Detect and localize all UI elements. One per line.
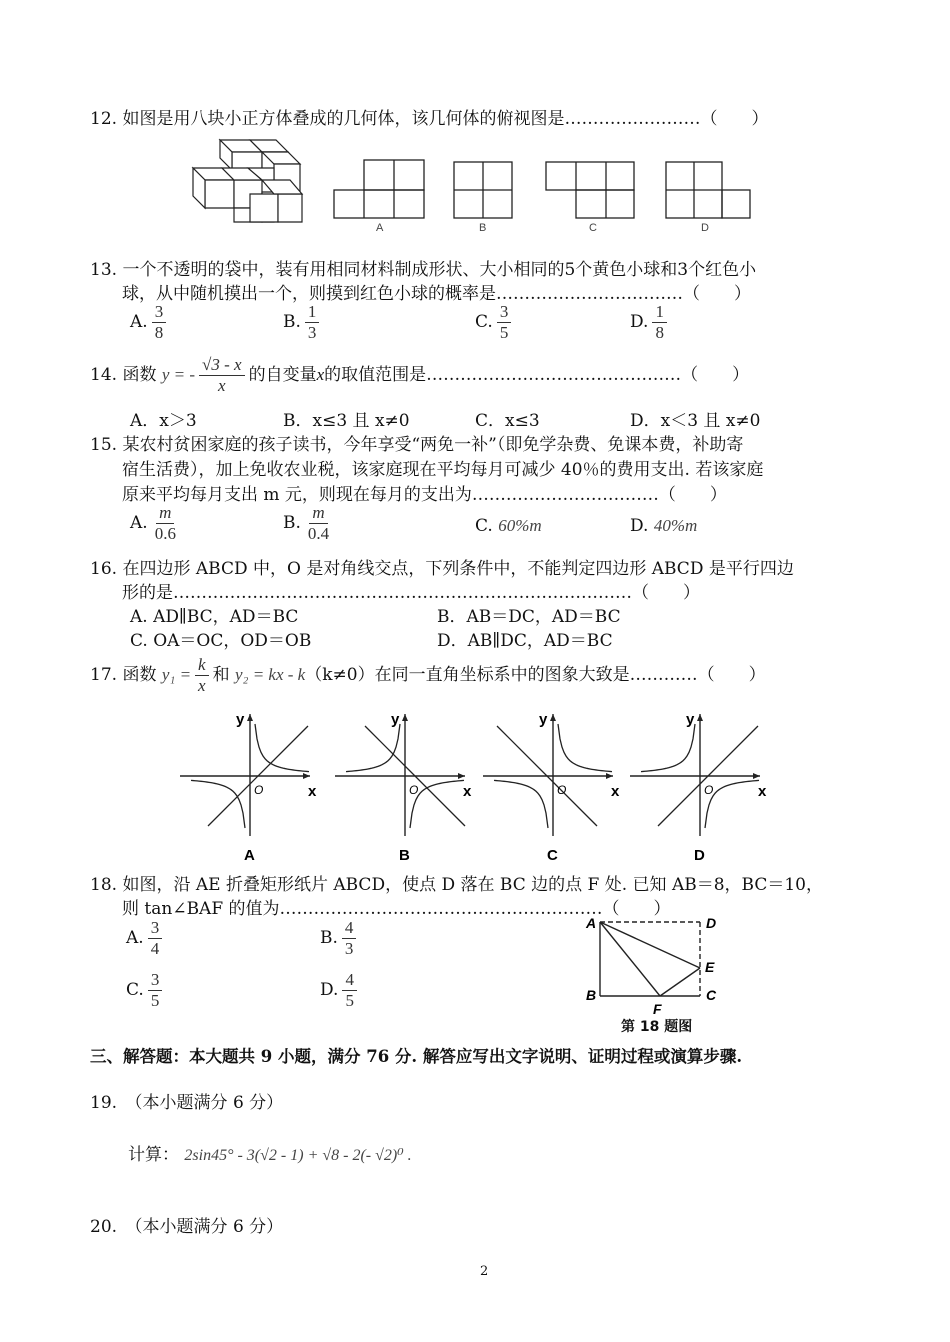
point-a-label: A: [586, 915, 597, 931]
graph-option-label: C: [547, 847, 558, 864]
q16-line1: 在四边形 ABCD 中，O 是对角线交点，下列条件中，不能判定四边形 ABCD 是平行四边: [122, 559, 794, 579]
q16-option-b[interactable]: B．AB＝DC，AD＝BC: [437, 607, 621, 627]
x-axis-label: x: [308, 783, 317, 800]
graph-option-label: D: [694, 847, 705, 864]
q13-stem-line2: 球，从中随机摸出一个，则摸到红色小球的概率是……………………………（ ）: [122, 284, 751, 304]
point-f-label: F: [653, 1001, 662, 1017]
q13-line1: 一个不透明的袋中，装有用相同材料制成形状、大小相同的5个黄色小球和3个红色小: [122, 260, 757, 280]
option-label: C.: [475, 312, 493, 332]
y-axis-label: y: [391, 711, 400, 728]
q17-pre: 函数: [122, 665, 157, 685]
q14-number: 14.: [90, 365, 118, 385]
option-label: A.: [130, 513, 148, 533]
denominator: 8: [655, 323, 664, 342]
x-axis-label: x: [463, 783, 472, 800]
origin-label: O: [704, 783, 714, 797]
option-label: D.: [630, 312, 649, 332]
q14-formula-lhs: y = -: [161, 365, 196, 384]
q15-stem-line2: 宿生活费），加上免收农业税，该家庭现在平均每月可减少 40％的费用支出. 若该家庭: [122, 460, 764, 480]
q20-title: 20. （本小题满分 6 分）: [90, 1217, 284, 1237]
q15-number: 15.: [90, 435, 118, 455]
option-label: A.: [130, 312, 148, 332]
q12-label-d: D: [701, 222, 709, 234]
q15-stem-line3: 原来平均每月支出 m 元，则现在每月的支出为……………………………（ ）: [122, 485, 727, 505]
y-axis-label: y: [236, 711, 245, 728]
q16-number: 16.: [90, 559, 118, 579]
q18-figure-caption: 第 18 题图: [621, 1019, 693, 1035]
numerator: k: [195, 655, 209, 676]
graph-option-label: B: [399, 847, 410, 864]
numerator: 3: [148, 918, 163, 939]
option-value: 40%m: [653, 516, 698, 535]
denominator: 0.6: [154, 524, 176, 543]
q19-calc: [128, 1140, 412, 1165]
q12-text: 如图是用八块小正方体叠成的几何体，该几何体的俯视图是……………………（ ）: [122, 109, 769, 129]
option-label: B.: [283, 513, 301, 533]
y-axis-label: y: [686, 711, 695, 728]
numerator: 1: [652, 302, 667, 323]
numerator: √3 - x: [199, 355, 245, 376]
q14-option-d[interactable]: D．x＜3 且 x≠0: [630, 411, 761, 431]
point-b-label: B: [586, 987, 597, 1003]
q14-post2: 的取值范围是………………………………………（ ）: [324, 365, 750, 385]
q16-option-a[interactable]: A. AD∥BC，AD＝BC: [130, 607, 299, 627]
denominator: 8: [154, 323, 164, 342]
denominator: 5: [499, 323, 509, 342]
option-label: B.: [283, 312, 301, 332]
q16-stem-line2: 形的是………………………………………………………………………（ ）: [122, 583, 700, 603]
q14-option-c[interactable]: C．x≤3: [475, 411, 540, 431]
q13-number: 13.: [90, 260, 118, 280]
q16-option-c[interactable]: C. OA＝OC，OD＝OB: [130, 631, 312, 651]
graph-option-label: A: [244, 847, 255, 864]
q12-label-a: A: [376, 222, 384, 234]
point-e-label: E: [705, 959, 715, 975]
q14-var: x: [316, 365, 325, 384]
denominator: x: [218, 376, 226, 395]
q18-number: 18.: [90, 875, 118, 895]
denominator: 3: [344, 939, 354, 958]
numerator: 4: [342, 970, 357, 991]
q12-number: 12.: [90, 109, 118, 129]
q19-calc-expression: 2sin45° - 3(√2 - 1) + √8 - 2(- √2)⁰ .: [184, 1147, 412, 1164]
x-axis-label: x: [758, 783, 767, 800]
option-label: B.: [320, 928, 338, 948]
option-label: C.: [475, 516, 493, 536]
q19-calc-label: 计算：: [128, 1145, 179, 1165]
q17-number: 17.: [90, 665, 118, 685]
q12-label-b: B: [479, 222, 487, 234]
numerator: 3: [148, 970, 163, 991]
y-axis-label: y: [539, 711, 548, 728]
q16-option-d[interactable]: D．AB∥DC，AD＝BC: [437, 631, 613, 651]
q17-y1: y₁ =: [161, 665, 192, 684]
option-value: 60%m: [498, 516, 542, 535]
q15-line1: 某农村贫困家庭的孩子读书，今年享受“两免一补”（即免学杂费、免课本费，补助寄: [122, 435, 744, 455]
point-d-label: D: [706, 915, 717, 931]
q14-option-a[interactable]: A．x＞3: [130, 411, 197, 431]
q19-title: 19. （本小题满分 6 分）: [90, 1093, 284, 1113]
q17-y2: y₂ = kx - k: [235, 665, 306, 684]
q14-option-b[interactable]: B．x≤3 且 x≠0: [283, 411, 410, 431]
q14-post: 的自变量: [248, 365, 317, 385]
q18-stem-line2: 则 tan∠BAF 的值为…………………………………………………（ ）: [122, 899, 671, 919]
origin-label: O: [254, 783, 264, 797]
point-c-label: C: [706, 987, 717, 1003]
denominator: 5: [345, 991, 354, 1010]
origin-label: O: [409, 783, 419, 797]
option-label: D.: [320, 980, 339, 1000]
q18-line1: 如图，沿 AE 折叠矩形纸片 ABCD，使点 D 落在 BC 边的点 F 处. 已知 AB＝8，BC＝10，: [122, 875, 823, 895]
denominator: 3: [307, 323, 317, 342]
q14-pre: 函数: [122, 365, 157, 385]
numerator: m: [309, 503, 327, 524]
origin-label: O: [557, 783, 567, 797]
numerator: 1: [305, 302, 320, 323]
option-label: D.: [630, 516, 649, 536]
denominator: 5: [150, 991, 160, 1010]
page-number: 2: [480, 1264, 489, 1279]
option-label: C.: [126, 980, 144, 1000]
x-axis-label: x: [611, 783, 620, 800]
q17-mid: 和: [212, 665, 230, 685]
denominator: 4: [150, 939, 160, 958]
q12-label-c: C: [589, 222, 597, 234]
option-label: A.: [126, 928, 144, 948]
q17-post: （k≠0）在同一直角坐标系中的图象大致是…………（ ）: [305, 665, 766, 685]
numerator: 4: [342, 918, 357, 939]
denominator: 0.4: [307, 524, 330, 543]
numerator: 3: [152, 302, 167, 323]
denominator: x: [198, 676, 206, 695]
numerator: m: [156, 503, 174, 524]
section3-heading: 三、解答题：本大题共 9 小题，满分 76 分. 解答应写出文字说明、证明过程或演算步骤.: [90, 1047, 743, 1066]
numerator: 3: [497, 302, 512, 323]
